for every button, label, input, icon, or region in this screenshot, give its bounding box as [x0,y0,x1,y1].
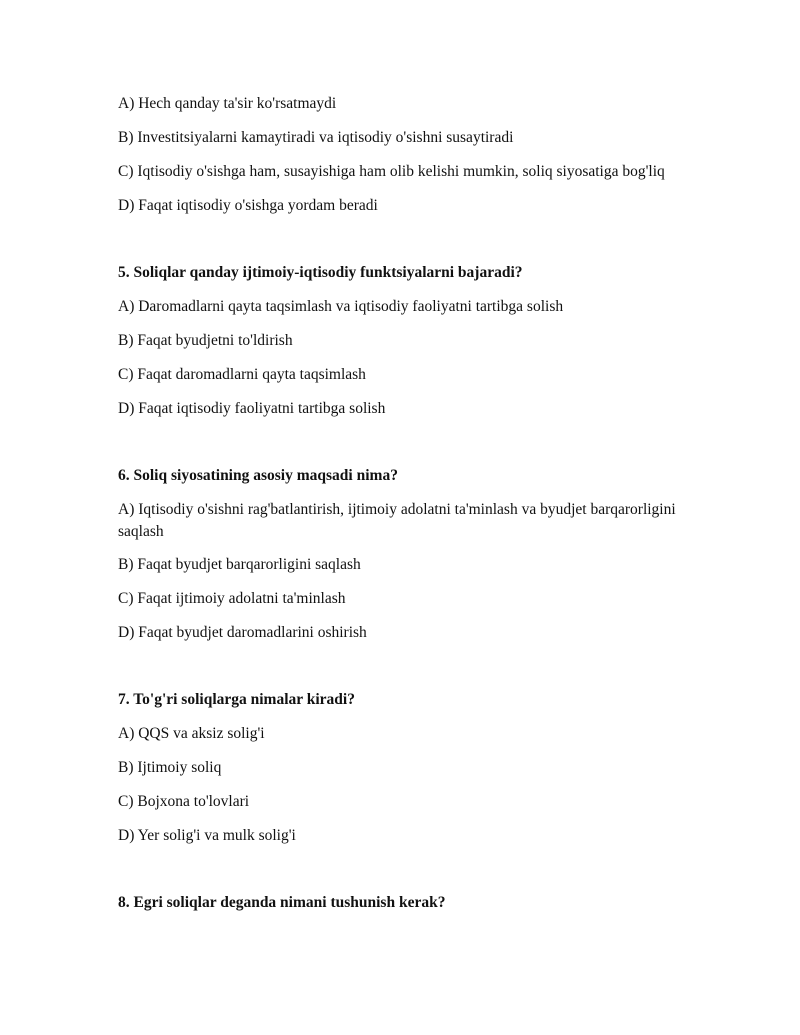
option-d: D) Faqat iqtisodiy o'sishga yordam beradi [118,197,378,214]
question-5-option-d: D) Faqat iqtisodiy faoliyatni tartibga solish [118,400,386,417]
question-6-option-b: B) Faqat byudjet barqarorligini saqlash [118,556,361,573]
question-8-title: 8. Egri soliqlar deganda nimani tushunish kerak? [118,894,446,911]
question-5-option-a: A) Daromadlarni qayta taqsimlash va iqtisodiy faoliyatni tartibga solish [118,298,564,315]
question-6-title: 6. Soliq siyosatining asosiy maqsadi nima? [118,467,398,484]
question-5-title: 5. Soliqlar qanday ijtimoiy-iqtisodiy funktsiyalarni bajaradi? [118,264,523,281]
question-7-option-b: B) Ijtimoiy soliq [118,759,222,776]
question-7-option-c: C) Bojxona to'lovlari [118,793,250,810]
question-7-option-a: A) QQS va aksiz solig'i [118,725,265,742]
question-5-option-c: C) Faqat daromadlarni qayta taqsimlash [118,366,366,383]
question-7-title: 7. To'g'ri soliqlarga nimalar kiradi? [118,691,355,708]
option-c: C) Iqtisodiy o'sishga ham, susayishiga ham olib kelishi mumkin, soliq siyosatiga bog'liq [118,163,665,180]
question-6-option-c: C) Faqat ijtimoiy adolatni ta'minlash [118,590,346,607]
question-6-option-a: A) Iqtisodiy o'sishni rag'batlantirish, ijtimoiy adolatni ta'minlash va byudjet barqarorligini saqlash [118,501,676,540]
option-a: A) Hech qanday ta'sir ko'rsatmaydi [118,95,337,112]
question-7-option-d: D) Yer solig'i va mulk solig'i [118,827,296,844]
question-5-option-b: B) Faqat byudjetni to'ldirish [118,332,293,349]
option-b: B) Investitsiyalarni kamaytiradi va iqtisodiy o'sishni susaytiradi [118,129,514,146]
question-6-option-d: D) Faqat byudjet daromadlarini oshirish [118,624,367,641]
